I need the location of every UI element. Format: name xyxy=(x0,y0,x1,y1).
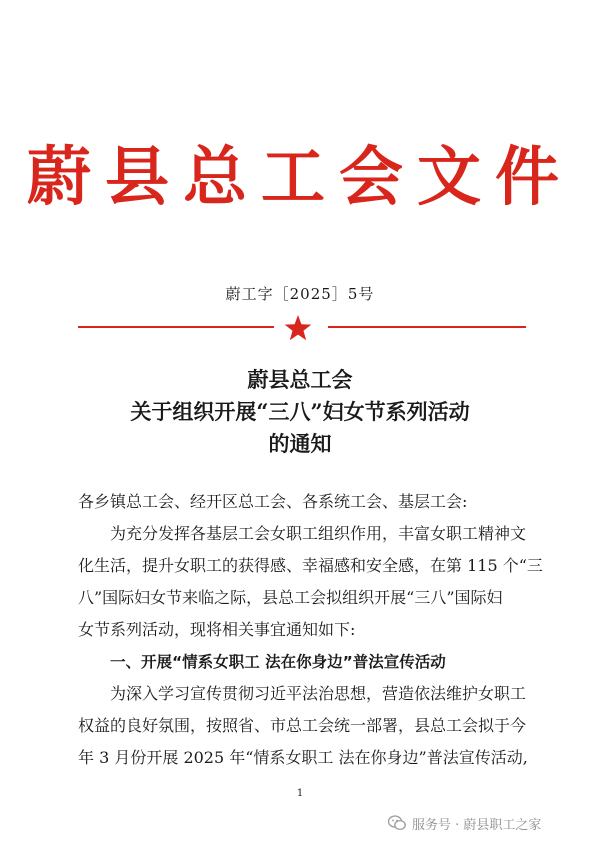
paragraph-1-line-2: 化生活，提升女职工的获得感、幸福感和安全感，在第 115 个“三 xyxy=(78,556,543,575)
salutation: 各乡镇总工会、经开区总工会、各系统工会、基层工会: xyxy=(78,492,468,511)
paragraph-1-line-1: 为充分发挥各基层工会女职工组织作用，丰富女职工精神文 xyxy=(110,524,527,543)
notice-body xyxy=(78,486,543,774)
document-header-title: 蔚县总工会文件 xyxy=(27,140,573,215)
notice-title-line-3: 的通知 xyxy=(268,431,332,456)
paragraph-2-line-3: 年 3 月份开展 2025 年“情系女职工 法在你身边”普法宣传活动, xyxy=(78,748,528,767)
paragraph-1-line-3: 八”国际妇女节来临之际，县总工会拟组织开展“三八”国际妇 xyxy=(78,588,503,607)
paragraph-2-line-2: 权益的良好氛围，按照省、市总工会统一部署，县总工会拟于今 xyxy=(78,716,527,735)
notice-title xyxy=(0,364,600,460)
divider-line-left xyxy=(78,326,274,328)
document-number: 蔚工字［2025］5号 xyxy=(225,285,375,303)
watermark-text: 服务号 · 蔚县职工之家 xyxy=(412,817,542,833)
paragraph-2-line-1: 为深入学习宣传贯彻习近平法治思想，营造依法维护女职工 xyxy=(110,684,527,703)
section-heading-1: 一、开展“情系女职工 法在你身边”普法宣传活动 xyxy=(110,653,446,671)
page-number: 1 xyxy=(296,788,304,799)
divider-line-right xyxy=(328,326,526,328)
notice-title-line-1: 蔚县总工会 xyxy=(247,367,353,392)
paragraph-1-line-4: 女节系列活动，现将相关事宜通知如下: xyxy=(78,620,356,639)
red-divider xyxy=(0,314,600,342)
notice-title-line-2: 关于组织开展“三八”妇女节系列活动 xyxy=(130,399,470,424)
wechat-icon xyxy=(388,815,406,831)
star-icon xyxy=(283,315,313,341)
source-watermark xyxy=(388,812,541,834)
